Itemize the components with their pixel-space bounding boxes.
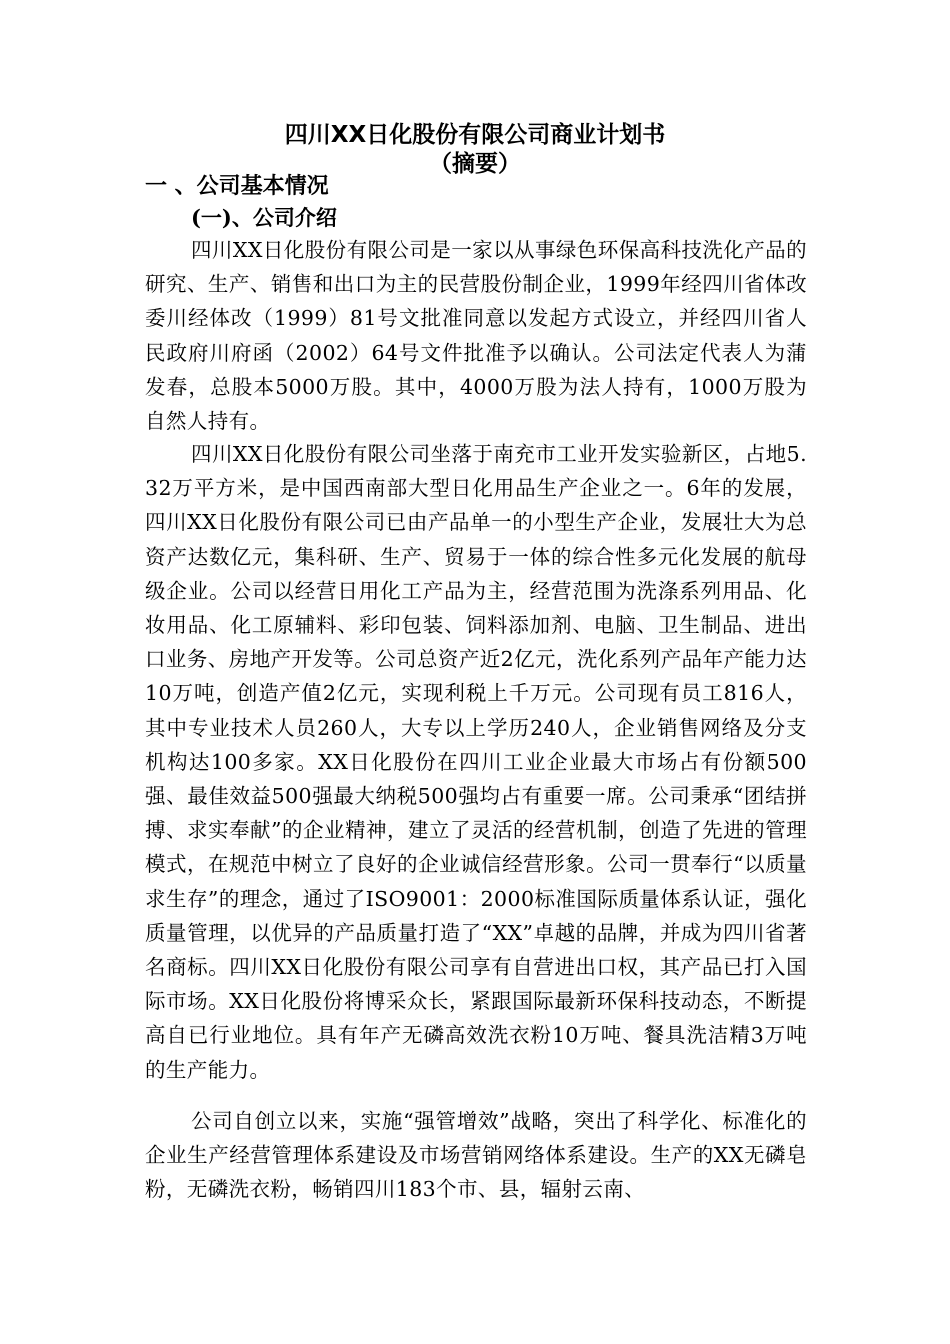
subsection-heading: (一)、公司介绍 <box>191 205 337 230</box>
document-subtitle: （摘要） <box>429 151 521 177</box>
document-title: 四川XX日化股份有限公司商业计划书 <box>284 122 666 148</box>
body-paragraph-company-intro: 四川XX日化股份有限公司是一家以从事绿色环保高科技洗化产品的研究、生产、销售和出口为主的民营股份制企业，1999年经四川省体改委川经体改（1999）81号文批准同意以发起方式设立，并经四川省人民政府川府函（2002）64号文件批准予以确认。公司法定代表人为蒲发春，总股本5000万股。其中，4000万股为法人持有，1000万股为自然人持有。 <box>145 238 807 434</box>
section-heading: 一 、公司基本情况 <box>145 174 329 199</box>
body-paragraph-company-overview: 四川XX日化股份有限公司坐落于南充市工业开发实验新区，占地5.32万平方米，是中国西南部大型日化用品生产企业之一。6年的发展，四川XX日化股份有限公司已由产品单一的小型生产企业，发展壮大为总资产达数亿元，集科研、生产、贸易于一体的综合性多元化发展的航母级企业。公司以经营日用化工产品为主，经营范围为洗涤系列用品、化妆用品、化工原辅料、彩印包装、饲料添加剂、电脑、卫生制品、进出口业务、房地产开发等。公司总资产近2亿元，洗化系列产品年产能力达10万吨，创造产值2亿元，实现利税上千万元。公司现有员工816人，其中专业技术人员260人，大专以上学历240人，企业销售网络及分支机构达100多家。XX日化股份在四川工业企业最大市场占有份额500强、最佳效益500强最大纳税500强均占有重要一席。公司秉承“团结拼搏、求实奉献”的企业精神，建立了灵活的经营机制，创造了先进的管理模式，在规范中树立了良好的企业诚信经营形象。公司一贯奉行“以质量求生存”的理念，通过了ISO9001：2000标准国际质量体系认证，强化质量管理，以优异的产品质量打造了“XX”卓越的品牌，并成为四川省著名商标。四川XX日化股份有限公司享有自营进出口权，其产品已打入国际市场。XX日化股份将博采众长，紧跟国际最新环保科技动态，不断提高自已行业地位。具有年产无磷高效洗衣粉10万吨、餐具洗洁精3万吨的生产能力。 <box>145 442 807 1082</box>
body-paragraph-strategy: 公司自创立以来，实施“强管增效”战略，突出了科学化、标准化的企业生产经营管理体系建设及市场营销网络体系建设。生产的XX无磷皂粉，无磷洗衣粉，畅销四川183个市、县，辐射云南、 <box>145 1109 807 1202</box>
